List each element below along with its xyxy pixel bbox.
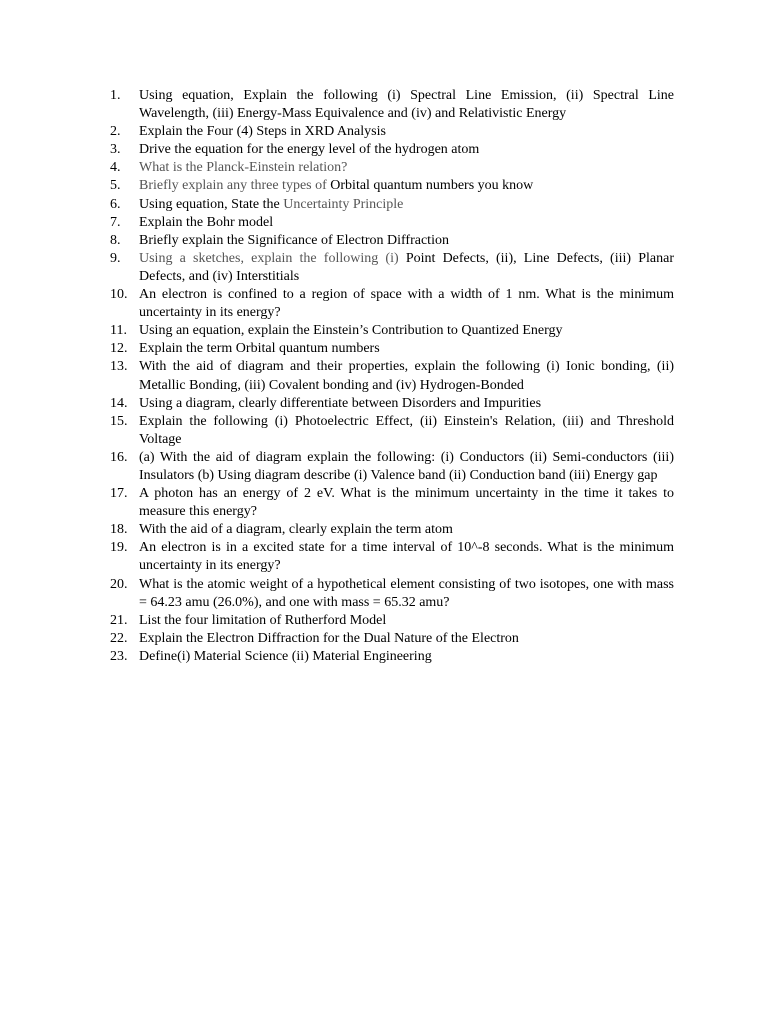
- question-item: [110, 214, 674, 232]
- question-text-segment: Point Defects, (ii), Line Defects, (iii) Planar Defects, and (iv) Interstitials: [139, 250, 674, 284]
- question-number: 7.: [110, 214, 121, 230]
- question-text-segment: Briefly explain any three types of: [139, 178, 331, 194]
- question-text-segment: Orbital quantum numbers you know: [330, 178, 534, 194]
- question-number: 10.: [110, 287, 128, 303]
- question-text: [139, 540, 674, 573]
- question-text-segment: Explain the term Orbital quantum numbers: [139, 341, 380, 357]
- question-item: [110, 286, 674, 322]
- question-text-segment: Explain the Bohr model: [139, 214, 274, 230]
- question-number: 3.: [110, 142, 121, 158]
- question-text: [139, 396, 541, 411]
- question-item: [110, 539, 674, 575]
- question-text-segment: Using an equation, explain the Einstein’s Contribution to Quantized Energy: [139, 323, 563, 339]
- question-text: [139, 197, 403, 212]
- question-item: [110, 322, 674, 340]
- question-item: [110, 159, 674, 177]
- question-text: [139, 323, 563, 338]
- question-text: [139, 88, 674, 121]
- question-text: [139, 649, 432, 664]
- question-text: [139, 160, 347, 175]
- question-number: 14.: [110, 395, 128, 411]
- question-text-segment: Using a sketches, explain the following (i): [139, 250, 406, 266]
- question-item: [110, 630, 674, 648]
- question-list: [110, 87, 674, 666]
- question-number: 19.: [110, 540, 128, 556]
- question-text-segment: What is the atomic weight of a hypothetical element consisting of two isotopes, one with mass = 64.23 amu (26.0%), and one with mass = 65.32 amu?: [139, 576, 674, 610]
- question-item: [110, 358, 674, 394]
- question-item: [110, 576, 674, 612]
- question-text: [139, 522, 453, 537]
- question-text: [139, 124, 386, 139]
- question-item: [110, 87, 674, 123]
- question-number: 9.: [110, 250, 121, 266]
- question-text: [139, 613, 386, 628]
- question-item: [110, 232, 674, 250]
- question-number: 17.: [110, 486, 128, 502]
- question-text: [139, 414, 674, 447]
- question-item: [110, 413, 674, 449]
- question-number: 5.: [110, 178, 121, 194]
- question-number: 4.: [110, 160, 121, 176]
- question-number: 13.: [110, 359, 128, 375]
- question-text-segment: What is the Planck-Einstein relation?: [139, 160, 348, 176]
- question-number: 6.: [110, 196, 121, 212]
- question-item: [110, 449, 674, 485]
- question-item: [110, 648, 674, 666]
- question-text-segment: Define(i) Material Science (ii) Material Engineering: [139, 648, 432, 664]
- question-number: 11.: [110, 323, 127, 339]
- question-text-segment: Uncertainty Principle: [283, 196, 404, 212]
- question-text-segment: With the aid of a diagram, clearly explain the term atom: [139, 522, 453, 538]
- question-text: [139, 577, 674, 610]
- question-text-segment: Using equation, State the: [139, 196, 284, 212]
- question-text: [139, 251, 674, 284]
- question-number: 2.: [110, 124, 121, 140]
- question-number: 12.: [110, 341, 128, 357]
- question-text: [139, 287, 674, 320]
- question-text-segment: (a) With the aid of diagram explain the following: (i) Conductors (ii) Semi-conductors (iii) Insulators (b) Using diagram describe (i) Valence band (ii) Conduction band (iii) Energy gap: [139, 449, 674, 483]
- question-text: [139, 486, 674, 519]
- question-item: [110, 485, 674, 521]
- question-item: [110, 250, 674, 286]
- question-text-segment: With the aid of diagram and their properties, explain the following (i) Ionic bonding, (ii) Metallic Bonding, (iii) Covalent bonding and (iv) Hydrogen-Bonded: [139, 359, 674, 393]
- question-text-segment: An electron is confined to a region of space with a width of 1 nm. What is the minimum uncertainty in its energy?: [139, 287, 674, 321]
- question-number: 1.: [110, 88, 121, 103]
- question-text: [139, 631, 519, 646]
- question-number: 21.: [110, 612, 128, 628]
- question-text-segment: Explain the Electron Diffraction for the Dual Nature of the Electron: [139, 630, 519, 646]
- question-number: 16.: [110, 449, 128, 465]
- question-text-segment: A photon has an energy of 2 eV. What is the minimum uncertainty in the time it takes to measure this energy?: [139, 486, 674, 520]
- question-item: [110, 612, 674, 630]
- question-text: [139, 341, 380, 356]
- question-text-segment: Drive the equation for the energy level of the hydrogen atom: [139, 142, 480, 158]
- question-text-segment: Using a diagram, clearly differentiate between Disorders and Impurities: [139, 395, 542, 411]
- question-text-segment: Briefly explain the Significance of Electron Diffraction: [139, 232, 449, 248]
- question-text: [139, 178, 533, 193]
- question-number: 23.: [110, 648, 128, 664]
- question-number: 15.: [110, 413, 128, 429]
- question-text-segment: Explain the following (i) Photoelectric Effect, (ii) Einstein's Relation, (iii) and Threshold Voltage: [139, 413, 674, 447]
- question-text-segment: Explain the Four (4) Steps in XRD Analysis: [139, 124, 386, 140]
- question-text-segment: An electron is in a excited state for a time interval of 10^-8 seconds. What is the minimum uncertainty in its energy?: [139, 540, 674, 574]
- question-number: 18.: [110, 522, 128, 538]
- question-text-segment: Using equation, Explain the following (i) Spectral Line Emission, (ii) Spectral Line Wavelength, (iii) Energy-Mass Equivalence and (iv) and Relativistic Energy: [139, 88, 674, 122]
- question-item: [110, 395, 674, 413]
- question-text: [139, 142, 479, 157]
- question-text: [139, 359, 674, 392]
- question-item: [110, 123, 674, 141]
- question-item: [110, 521, 674, 539]
- question-item: [110, 340, 674, 358]
- question-item: [110, 141, 674, 159]
- question-number: 20.: [110, 576, 128, 592]
- question-text: [139, 450, 674, 483]
- question-number: 22.: [110, 630, 128, 646]
- question-text: [139, 233, 449, 248]
- question-item: [110, 196, 674, 214]
- question-item: [110, 177, 674, 195]
- question-number: 8.: [110, 232, 121, 248]
- question-text: [139, 215, 273, 230]
- question-text-segment: List the four limitation of Rutherford Model: [139, 612, 387, 628]
